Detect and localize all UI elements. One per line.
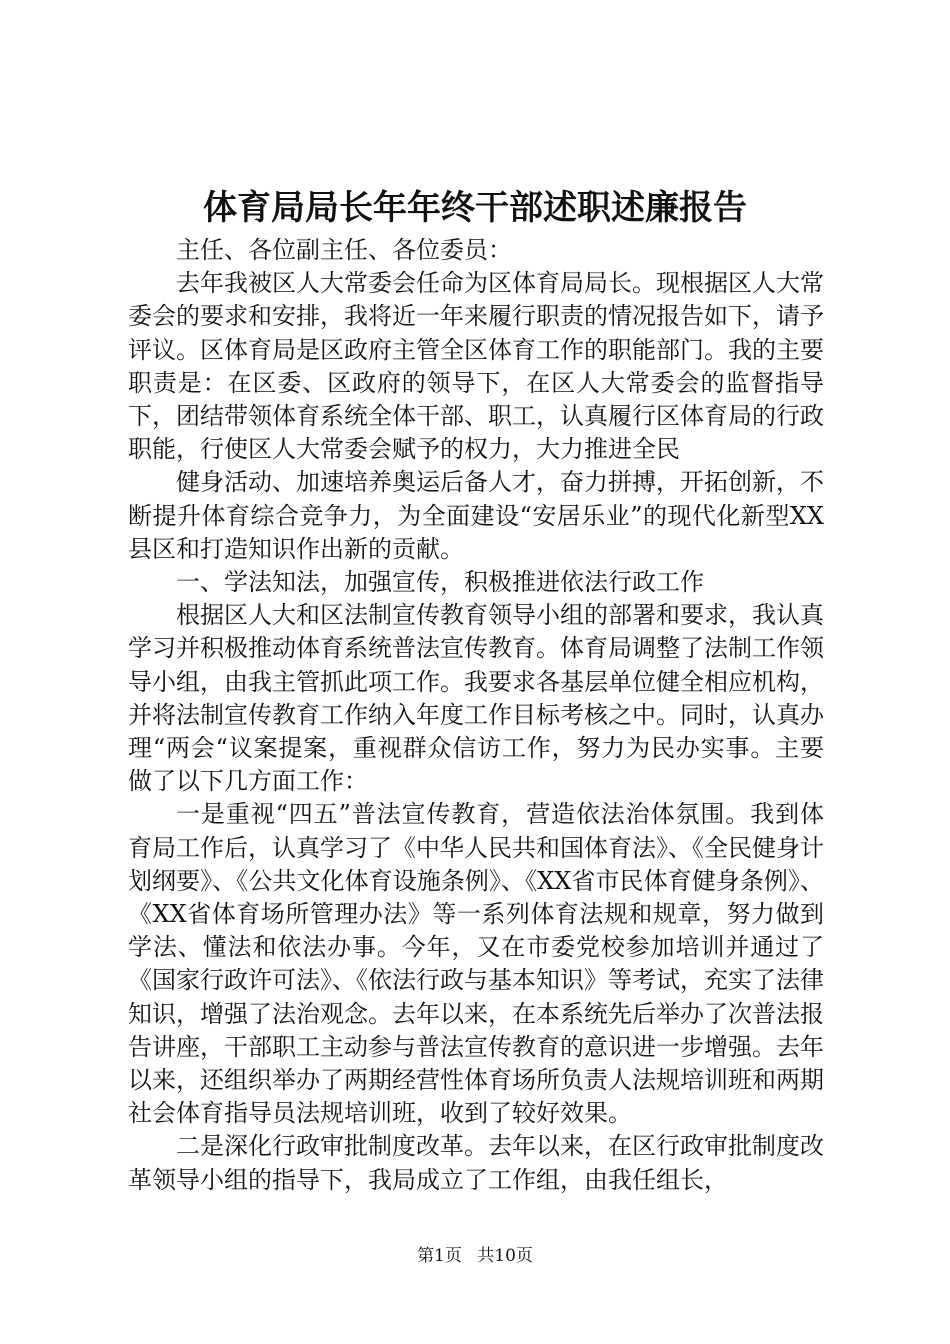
document-title: 体育局局长年年终干部述职述廉报告 <box>203 188 747 228</box>
intro-paragraph: 去年我被区人大常委会任命为区体育局局长。现根据区人大常委会的要求和安排，我将近一年来履行职责的情况报告如下，请予评议。区体育局是区政府主管全区体育工作的职能部门。我的主要职责是：在区委、区政府的领导下，在区人大常委会的监督指导下，团结带领体育系统全体干部、职工，认真履行区体育局的行政职能，行使区人大常委会赋予的权力，大力推进全民 <box>128 269 824 464</box>
salutation-paragraph: 主任、各位副主任、各位委员： <box>176 236 512 264</box>
body-paragraph: 一是重视“四五”普法宣传教育，营造依法治体氛围。我到体育局工作后，认真学习了《中华人民共和国体育法》、《全民健身计划纲要》、《公共文化体育设施条例》、《XX省市民体育健身条例》、《XX省体育场所管理办法》等一系列体育法规和规章，努力做到学法、懂法和依法办事。今年，又在市委党校参加培训并通过了《国家行政许可法》、《依法行政与基本知识》等考试，充实了法律知识，增强了法治观念。去年以来，在本系统先后举办了次普法报告讲座，干部职工主动参与普法宣传教育的意识进一步增强。去年以来，还组织举办了两期经营性体育场所负责人法规培训班和两期社会体育指导员法规培训班，收到了较好效果。 <box>128 800 824 1128</box>
section-heading: 一、学法知法，加强宣传，积极推进依法行政工作 <box>176 568 704 597</box>
body-paragraph: 根据区人大和区法制宣传教育领导小组的部署和要求，我认真学习并积极推动体育系统普法宣传教育。体育局调整了法制工作领导小组，由我主管抓此项工作。我要求各基层单位健全相应机构，并将法制宣传教育工作纳入年度工作目标考核之中。同时，认真办理“两会“议案提案，重视群众信访工作，努力为民办实事。主要做了以下几方面工作： <box>128 601 824 796</box>
page-total: 共10页 <box>477 1246 533 1266</box>
page-footer <box>0 1244 950 1268</box>
body-paragraph: 二是深化行政审批制度改革。去年以来，在区行政审批制度改革领导小组的指导下，我局成立了工作组，由我任组长， <box>128 1132 824 1194</box>
intro-continuation-paragraph: 健身活动、加速培养奥运后备人才，奋力拼搏，开拓创新，不断提升体育综合竞争力，为全面建设“安居乐业”的现代化新型XX县区和打造知识作出新的贡献。 <box>128 468 824 563</box>
page-number: 第1页 <box>417 1246 462 1266</box>
document-body <box>128 234 824 1197</box>
